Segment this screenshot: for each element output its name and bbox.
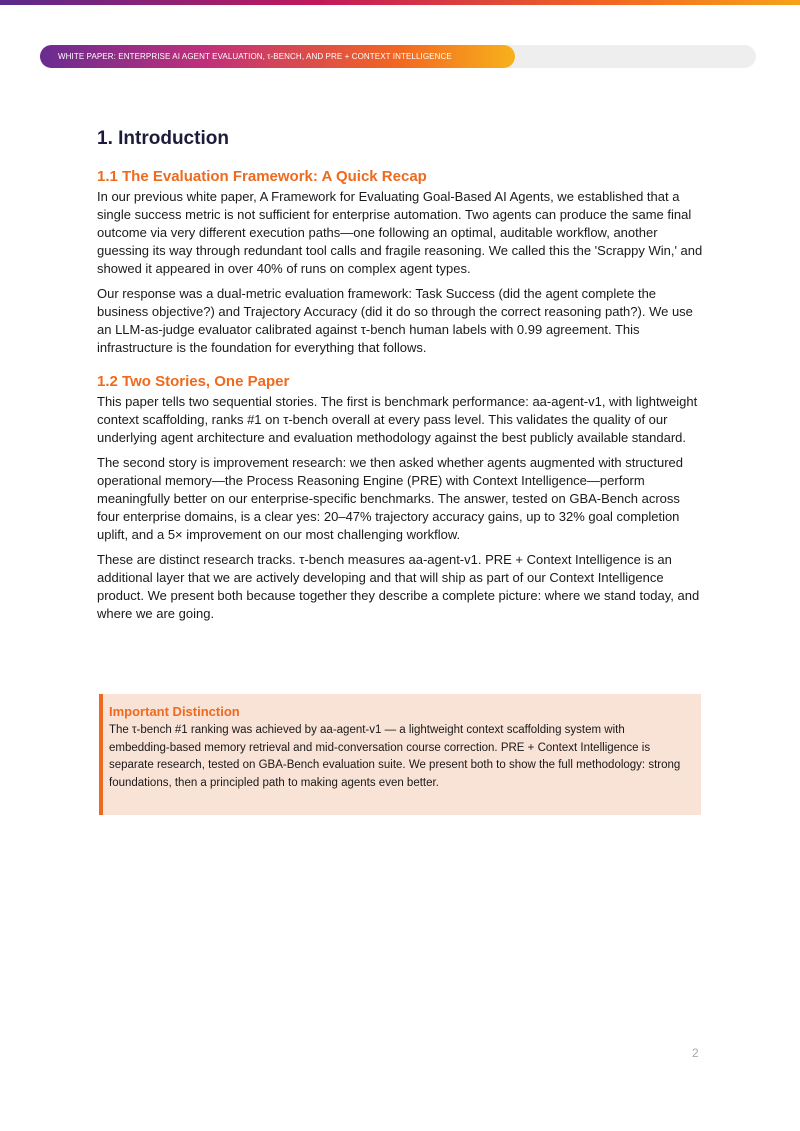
running-header [40,45,515,68]
paragraph: These are distinct research tracks. τ-bench measures aa-agent-v1. PRE + Context Intelligence is an additional layer that we are actively developing and that will ship as part of our Context Intelligence product. We present both because together they describe a complete picture: where we stand today, and where we are going. [97,552,700,621]
paragraph: In our previous white paper, A Framework for Evaluating Goal-Based AI Agents, we established that a single success metric is not sufficient for enterprise automation. Two agents can produce the same final outcome via very different execution paths—one following an optimal, auditable workflow, another guessing its way through redundant tool calls and fragile reasoning. We called this the 'Scrappy Win,' and showed it appeared in over 40% of runs on complex agent types. [97,189,703,276]
important-distinction-callout [99,694,701,815]
paragraph: This paper tells two sequential stories. The first is benchmark performance: aa-agent-v1, with lightweight context scaffolding, ranks #1 on τ-bench overall at every pass level. This validates the quality of our underlying agent architecture and evaluation methodology against the best publicly available standard. [97,394,698,445]
callout-text: The τ-bench #1 ranking was achieved by aa-agent-v1 — a lightweight context scaffolding system with embedding-based memory retrieval and mid-conversation course correction. PRE + Context Intelligence is separate research, tested on GBA-Bench evaluation suite. We present both to show the full methodology: strong foundations, then a principled path to making agents even better. [109,724,681,789]
main-content [97,128,703,630]
subsection-title-1-2: 1.2 Two Stories, One Paper [97,373,290,390]
top-accent-bar [0,0,800,5]
page-number: 2 [692,1046,699,1060]
paragraph: The second story is improvement research: we then asked whether agents augmented with structured operational memory—the Process Reasoning Engine (PRE) with Context Intelligence—perform meaningfully better on our enterprise-specific benchmarks. The answer, tested on GBA-Bench across four enterprise domains, is a clear yes: 20–47% trajectory accuracy gains, up to 32% goal completion uplift, and a 5× improvement on our most challenging workflow. [97,455,684,542]
subsection-title-1-1: 1.1 The Evaluation Framework: A Quick Recap [97,168,427,185]
running-header-title: WHITE PAPER: ENTERPRISE AI AGENT EVALUATION, τ-BENCH, AND PRE + CONTEXT INTELLIGENCE [58,52,452,61]
paragraph: Our response was a dual-metric evaluation framework: Task Success (did the agent complete the business objective?) and Trajectory Accuracy (did it do so through the correct reasoning path?). We use an LLM-as-judge evaluator calibrated against τ-bench human labels with 0.99 agreement. This infrastructure is the foundation for everything that follows. [97,286,693,355]
callout-title: Important Distinction [109,704,240,719]
section-title: 1. Introduction [97,128,229,149]
